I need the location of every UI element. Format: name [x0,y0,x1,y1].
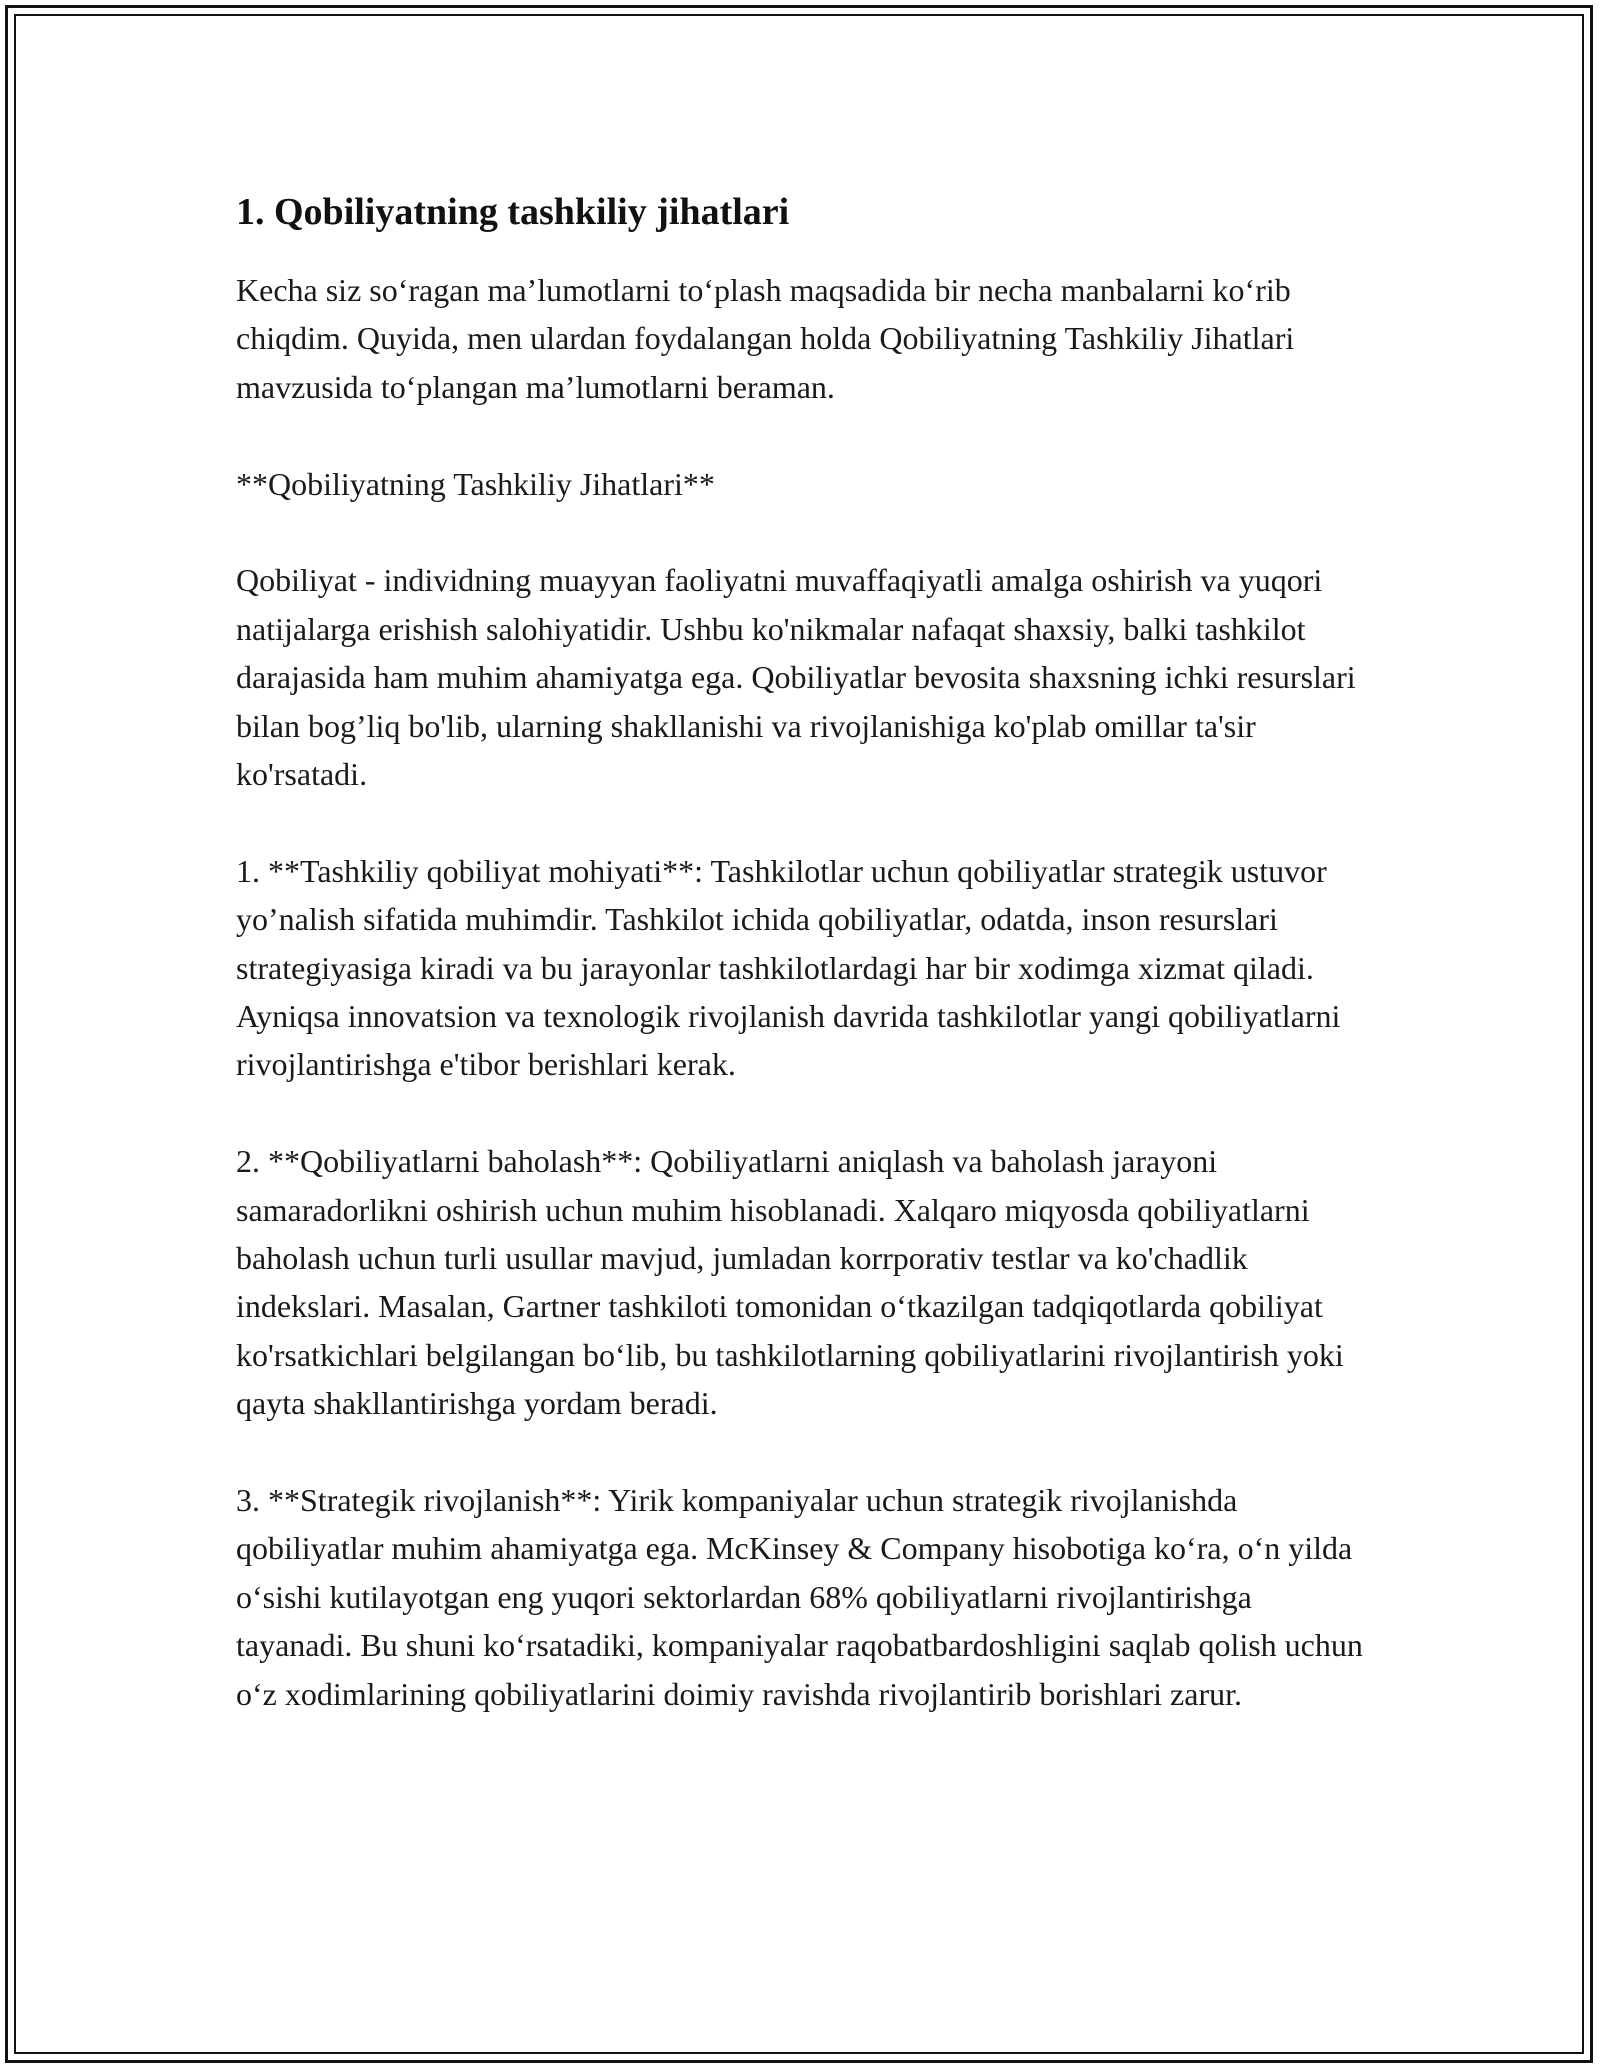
document-body [236,188,1376,1718]
subtitle-paragraph: **Qobiliyatning Tashkiliy Jihatlari** [236,465,715,502]
definition-paragraph: Qobiliyat - individning muayyan faoliyatni muvaffaqiyatli amalga oshirish va yuqori natijalarga erishish salohiyatidir. Ushbu ko'nikmalar nafaqat shaxsiy, balki tashkilot darajasida ham muhim ahamiyatga ega. Qobiliyatlar bevosita shaxsning ichki resurslari bilan bog’liq bo'lib, ularning shakllanishi va rivojlanishiga ko'plab omillar ta'sir ko'rsatadi. [236,562,1356,793]
section-heading: 1. Qobiliyatning tashkiliy jihatlari [236,191,790,233]
intro-paragraph: Kecha siz so‘ragan ma’lumotlarni to‘plash maqsadida bir necha manbalarni ko‘rib chiqdim. Quyida, men ulardan foydalangan holda Qobiliyatning Tashkiliy Jihatlari mavzusida to‘plangan ma’lumotlarni beraman. [236,272,1295,405]
point-3-paragraph: 3. **Strategik rivojlanish**: Yirik kompaniyalar uchun strategik rivojlanishda qobiliyatlar muhim ahamiyatga ega. McKinsey & Company hisobotiga ko‘ra, o‘n yilda o‘sishi kutilayotgan eng yuqori sektorlardan 68% qobiliyatlarni rivojlantirishga tayanadi. Bu shuni ko‘rsatadiki, kompaniyalar raqobatbardoshligini saqlab qolish uchun o‘z xodimlarining qobiliyatlarini doimiy ravishda rivojlantirib borishlari zarur. [236,1482,1363,1712]
point-2-paragraph: 2. **Qobiliyatlarni baholash**: Qobiliyatlarni aniqlash va baholash jarayoni samaradorlikni oshirish uchun muhim hisoblanadi. Xalqaro miqyosda qobiliyatlarni baholash uchun turli usullar mavjud, jumladan korrporativ testlar va ko'chadlik indekslari. Masalan, Gartner tashkiloti tomonidan o‘tkazilgan tadqiqotlarda qobiliyat ko'rsatkichlari belgilangan bo‘lib, bu tashkilotlarning qobiliyatlarini rivojlantirish yoki qayta shakllantirishga yordam beradi. [236,1143,1344,1422]
point-1-paragraph: 1. **Tashkiliy qobiliyat mohiyati**: Tashkilotlar uchun qobiliyatlar strategik ustuvor yo’nalish sifatida muhimdir. Tashkilot ichida qobiliyatlar, odatda, inson resurslari strategiyasiga kiradi va bu jarayonlar tashkilotlardagi har bir xodimga xizmat qiladi. Ayniqsa innovatsion va texnologik rivojlanish davrida tashkilotlar yangi qobiliyatlarni rivojlantirishga e'tibor berishlari kerak. [236,852,1341,1083]
